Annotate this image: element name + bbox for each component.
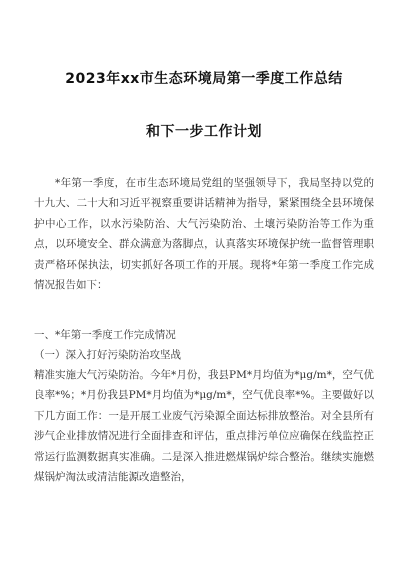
section-heading-1: 一、*年第一季度工作完成情况 [34,329,176,341]
body-paragraph: 精准实施大气污染防治。今年*月份，我县PM*月均值为*μg/m*，空气优良率*%；*月份我县PM*月均值为*μg/m*，空气优良率*%。主要做好以下几方面工作：一是开展工业废气污染源全面达标排放整治。对全县所有涉气企业排放情况进行全面排查和评估，重点排污单位应确保在线监控正常运行监测数据真实准确。二是深入推进燃煤锅炉综合整治。继续实施燃煤锅炉淘汰或清洁能源改造整治， [34,369,374,484]
document-title-line-1: 2023年xx市生态环境局第一季度工作总结 [65,71,343,87]
body-paragraph-block [34,365,374,487]
intro-paragraph: *年第一季度，在市生态环境局党组的坚强领导下，我局坚持以党的十九大、二十大和习近平视察重要讲话精神为指导，紧紧围绕全县环境保护中心工作，以水污染防治、大气污染防治、土壤污染防治等工作为重点，以环境安全、群众满意为落脚点，认真落实环境保护统一监督管理职责严格环保执法，切实抓好各项工作的开展。现将*年第一季度工作完成情况报告如下： [34,177,374,292]
document-title-line-2: 和下一步工作计划 [146,124,262,140]
section-heading-2: （一）深入打好污染防治攻坚战 [34,349,181,361]
intro-paragraph-block [34,173,374,295]
section-heading-block-1 [34,325,374,345]
section-heading-block-2 [34,345,374,365]
